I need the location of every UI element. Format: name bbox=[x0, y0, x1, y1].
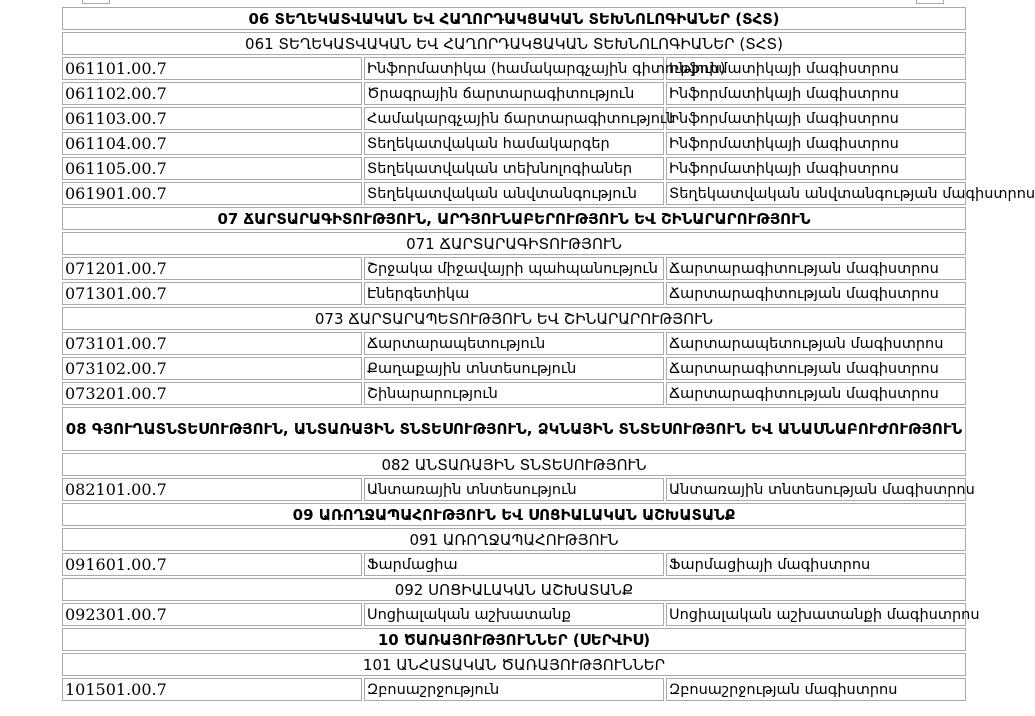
specialty-code-cell: 073201.00.7 bbox=[62, 382, 362, 405]
specialty-code-cell: 071301.00.7 bbox=[62, 282, 362, 305]
group-header-row bbox=[62, 7, 966, 30]
specialty-name-cell: Քաղաքային տնտեսություն bbox=[364, 357, 664, 380]
specialty-name-cell: Էներգետիկա bbox=[364, 282, 664, 305]
specialty-code-cell: 091601.00.7 bbox=[62, 553, 362, 576]
specialty-code-cell: 073102.00.7 bbox=[62, 357, 362, 380]
qualification-cell: Զբոսաշրջության մագիստրոս bbox=[666, 678, 966, 701]
specialty-name-cell: Ֆարմացիա bbox=[364, 553, 664, 576]
specialties-table-body bbox=[62, 7, 1035, 701]
subgroup-title: 082 ԱՆՏԱՌԱՅԻՆ ՏՆՏԵՍՈՒԹՅՈՒՆ bbox=[62, 453, 966, 476]
specialty-code-cell: 071201.00.7 bbox=[62, 257, 362, 280]
table-row bbox=[62, 332, 966, 355]
table-row bbox=[62, 82, 966, 105]
qualification-cell: Ինֆորմատիկայի մագիստրոս bbox=[666, 82, 966, 105]
table-row bbox=[62, 107, 966, 130]
specialty-code-cell: 082101.00.7 bbox=[62, 478, 362, 501]
table-row bbox=[62, 603, 966, 626]
group-title: 06 ՏԵՂԵԿԱՏՎԱԿԱՆ ԵՎ ՀԱՂՈՐԴԱԿՑԱԿԱՆ ՏԵԽՆՈԼՈԳԻԱՆԵՐ (ՏՀՏ) bbox=[62, 7, 966, 30]
specialty-name-cell: Ծրագրային ճարտարագիտություն bbox=[364, 82, 664, 105]
qualification-cell: Ինֆորմատիկայի մագիստրոս bbox=[666, 132, 966, 155]
qualification-cell: Ինֆորմատիկայի մագիստրոս bbox=[666, 57, 966, 80]
specialty-name-cell: Ինֆորմատիկա (համակարգչային գիտություն) bbox=[364, 57, 664, 80]
specialty-code-cell: 092301.00.7 bbox=[62, 603, 362, 626]
specialty-name-cell: Համակարգչային ճարտարագիտություն bbox=[364, 107, 664, 130]
table-row bbox=[62, 678, 966, 701]
subgroup-header-row bbox=[62, 653, 966, 676]
group-title: 07 ՃԱՐՏԱՐԱԳԻՏՈՒԹՅՈՒՆ, ԱՐԴՅՈՒՆԱԲԵՐՈՒԹՅՈՒՆ ԵՎ ՇԻՆԱՐԱՐՈՒԹՅՈՒՆ bbox=[62, 207, 966, 230]
specialty-name-cell: Անտառային տնտեսություն bbox=[364, 478, 664, 501]
subgroup-title: 061 ՏԵՂԵԿԱՏՎԱԿԱՆ ԵՎ ՀԱՂՈՐԴԱԿՑԱԿԱՆ ՏԵԽՆՈԼՈԳԻԱՆԵՐ (ՏՀՏ) bbox=[62, 32, 966, 55]
group-header-row bbox=[62, 207, 966, 230]
previous-table-cell-stub bbox=[82, 0, 110, 4]
table-row bbox=[62, 132, 966, 155]
qualification-cell: Սոցիալական աշխատանքի մագիստրոս bbox=[666, 603, 966, 626]
specialty-code-cell: 101501.00.7 bbox=[62, 678, 362, 701]
table-row bbox=[62, 157, 966, 180]
subgroup-header-row bbox=[62, 32, 966, 55]
specialty-name-cell: Շրջակա միջավայրի պահպանություն bbox=[364, 257, 664, 280]
specialty-code-cell: 061901.00.7 bbox=[62, 182, 362, 205]
subgroup-header-row bbox=[62, 307, 966, 330]
specialty-name-cell: Շինարարություն bbox=[364, 382, 664, 405]
group-title: 10 ԾԱՌԱՅՈՒԹՅՈՒՆՆԵՐ (ՍԵՐՎԻՍ) bbox=[62, 628, 966, 651]
group-header-row bbox=[62, 407, 966, 451]
table-row bbox=[62, 553, 966, 576]
specialty-code-cell: 061105.00.7 bbox=[62, 157, 362, 180]
qualification-cell: Ինֆորմատիկայի մագիստրոս bbox=[666, 157, 966, 180]
subgroup-header-row bbox=[62, 578, 966, 601]
subgroup-header-row bbox=[62, 528, 966, 551]
subgroup-title: 101 ԱՆՀԱՏԱԿԱՆ ԾԱՌԱՅՈՒԹՅՈՒՆՆԵՐ bbox=[62, 653, 966, 676]
specialty-name-cell: Ճարտարապետություն bbox=[364, 332, 664, 355]
subgroup-header-row bbox=[62, 453, 966, 476]
qualification-cell: Ճարտարագիտության մագիստրոս bbox=[666, 257, 966, 280]
specialty-code-cell: 061103.00.7 bbox=[62, 107, 362, 130]
specialty-name-cell: Զբոսաշրջություն bbox=[364, 678, 664, 701]
qualification-cell: Ճարտարագիտության մագիստրոս bbox=[666, 382, 966, 405]
subgroup-title: 091 ԱՌՈՂՋԱՊԱՀՈՒԹՅՈՒՆ bbox=[62, 528, 966, 551]
previous-table-cell-stub bbox=[916, 0, 944, 4]
table-row bbox=[62, 57, 966, 80]
qualification-cell: Տեղեկատվական անվտանգության մագիստրոս bbox=[666, 182, 966, 205]
table-row bbox=[62, 382, 966, 405]
specialty-code-cell: 061104.00.7 bbox=[62, 132, 362, 155]
table-row bbox=[62, 357, 966, 380]
qualification-cell: Ճարտարագիտության մագիստրոս bbox=[666, 357, 966, 380]
group-title: 08 ԳՅՈՒՂԱՏՆՏԵՍՈՒԹՅՈՒՆ, ԱՆՏԱՌԱՅԻՆ ՏՆՏԵՍՈՒԹՅՈՒՆ, ՁԿՆԱՅԻՆ ՏՆՏԵՍՈՒԹՅՈՒՆ ԵՎ ԱՆԱՍՆԱԲՈՒԺՈՒԹՅՈՒՆ bbox=[62, 407, 966, 451]
qualification-cell: Ճարտարագիտության մագիստրոս bbox=[666, 282, 966, 305]
specialty-name-cell: Սոցիալական աշխատանք bbox=[364, 603, 664, 626]
table-row bbox=[62, 478, 966, 501]
qualification-cell: Ինֆորմատիկայի մագիստրոս bbox=[666, 107, 966, 130]
specialty-code-cell: 061102.00.7 bbox=[62, 82, 362, 105]
specialties-table bbox=[60, 5, 1035, 703]
subgroup-title: 073 ՃԱՐՏԱՐԱՊԵՏՈՒԹՅՈՒՆ ԵՎ ՇԻՆԱՐԱՐՈՒԹՅՈՒՆ bbox=[62, 307, 966, 330]
specialty-name-cell: Տեղեկատվական համակարգեր bbox=[364, 132, 664, 155]
specialty-code-cell: 061101.00.7 bbox=[62, 57, 362, 80]
group-title: 09 ԱՌՈՂՋԱՊԱՀՈՒԹՅՈՒՆ ԵՎ ՍՈՑԻԱԼԱԿԱՆ ԱՇԽԱՏԱՆՔ bbox=[62, 503, 966, 526]
table-row bbox=[62, 257, 966, 280]
group-header-row bbox=[62, 503, 966, 526]
table-row bbox=[62, 282, 966, 305]
specialty-code-cell: 073101.00.7 bbox=[62, 332, 362, 355]
group-header-row bbox=[62, 628, 966, 651]
subgroup-title: 092 ՍՈՑԻԱԼԱԿԱՆ ԱՇԽԱՏԱՆՔ bbox=[62, 578, 966, 601]
specialty-name-cell: Տեղեկատվական տեխնոլոգիաներ bbox=[364, 157, 664, 180]
table-row bbox=[62, 182, 966, 205]
subgroup-header-row bbox=[62, 232, 966, 255]
qualification-cell: Ճարտարապետության մագիստրոս bbox=[666, 332, 966, 355]
qualification-cell: Ֆարմացիայի մագիստրոս bbox=[666, 553, 966, 576]
subgroup-title: 071 ՃԱՐՏԱՐԱԳԻՏՈՒԹՅՈՒՆ bbox=[62, 232, 966, 255]
specialty-name-cell: Տեղեկատվական անվտանգություն bbox=[364, 182, 664, 205]
qualification-cell: Անտառային տնտեսության մագիստրոս bbox=[666, 478, 966, 501]
